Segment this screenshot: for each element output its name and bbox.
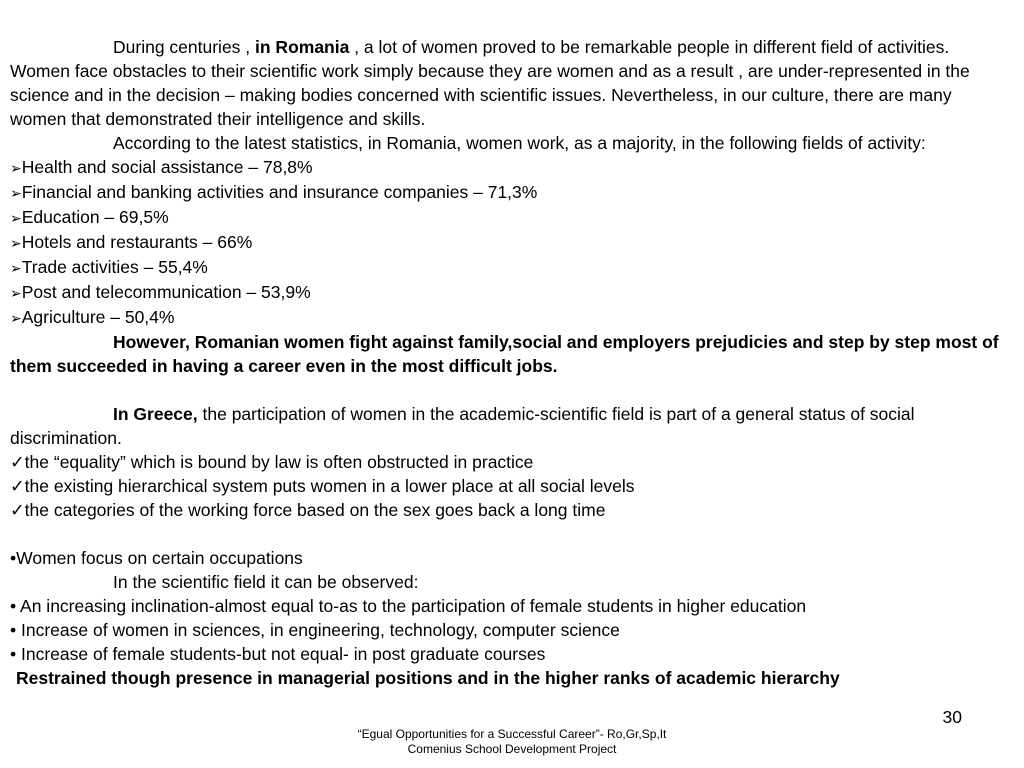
list-item-text: Trade activities – 55,4% bbox=[21, 257, 208, 277]
list-item bbox=[10, 450, 1010, 474]
statistics-intro: According to the latest statistics, in Romania, women work, as a majority, in the following fields of activity: bbox=[113, 133, 926, 153]
spacer bbox=[10, 522, 1010, 546]
list-item-text: Hotels and restaurants – 66% bbox=[21, 232, 253, 252]
list-item bbox=[10, 474, 1010, 498]
romania-intro-pre: During centuries , bbox=[113, 37, 256, 57]
bullet-icon: • bbox=[10, 548, 17, 568]
occupations-line bbox=[10, 546, 1010, 570]
occupations-text: Women focus on certain occupations bbox=[16, 548, 303, 568]
greece-intro-post: the participation of women in the academic-scientific field is part of a general status of social discrimination. bbox=[10, 404, 915, 448]
list-item bbox=[10, 498, 1010, 522]
romania-heading: in Romania bbox=[255, 37, 350, 57]
slide-body bbox=[10, 35, 1010, 690]
bullet-icon: • bbox=[10, 596, 17, 616]
check-icon: ✓ bbox=[10, 476, 25, 496]
romania-intro-paragraph bbox=[10, 35, 1010, 131]
list-item-text: the “equality” which is bound by law is often obstructed in practice bbox=[24, 452, 534, 472]
list-item-text: Financial and banking activities and insurance companies – 71,3% bbox=[21, 182, 538, 202]
list-item bbox=[10, 205, 1010, 230]
list-item bbox=[10, 618, 1010, 642]
list-item-text: An increasing inclination-almost equal to-as to the participation of female students in higher education bbox=[16, 596, 807, 616]
page-number: 30 bbox=[942, 707, 962, 727]
arrow-bullet-icon: ➢ bbox=[10, 185, 22, 201]
arrow-bullet-icon: ➢ bbox=[10, 285, 22, 301]
list-item bbox=[10, 642, 1010, 666]
list-item-text: Health and social assistance – 78,8% bbox=[21, 157, 313, 177]
arrow-bullet-icon: ➢ bbox=[10, 235, 22, 251]
footer-title: “Egual Opportunities for a Successful Career”- Ro,Gr,Sp,It bbox=[357, 727, 667, 741]
arrow-bullet-icon: ➢ bbox=[10, 260, 22, 276]
list-item-text: Agriculture – 50,4% bbox=[21, 307, 175, 327]
list-item bbox=[10, 280, 1010, 305]
list-item-text: Increase of women in sciences, in engineering, technology, computer science bbox=[16, 620, 620, 640]
list-item bbox=[10, 180, 1010, 205]
arrow-bullet-icon: ➢ bbox=[10, 210, 22, 226]
greece-closing: Restrained though presence in managerial positions and in the higher ranks of academic hierarchy bbox=[16, 668, 840, 688]
footer-project: Comenius School Development Project bbox=[407, 742, 617, 756]
observations-list bbox=[10, 594, 1010, 666]
arrow-bullet-icon: ➢ bbox=[10, 310, 22, 326]
list-item-text: the existing hierarchical system puts women in a lower place at all social levels bbox=[24, 476, 635, 496]
list-item-text: Increase of female students-but not equal- in post graduate courses bbox=[16, 644, 546, 664]
greece-intro-paragraph bbox=[10, 402, 1010, 450]
list-item-text: the categories of the working force based on the sex goes back a long time bbox=[24, 500, 606, 520]
list-item bbox=[10, 305, 1010, 330]
greece-heading: In Greece, bbox=[113, 404, 198, 424]
checks-list bbox=[10, 450, 1010, 522]
list-item-text: Education – 69,5% bbox=[21, 207, 169, 227]
arrow-bullet-icon: ➢ bbox=[10, 160, 22, 176]
list-item bbox=[10, 255, 1010, 280]
bullet-icon: • bbox=[10, 644, 17, 664]
romania-intro-post: , a lot of women proved to be remarkable people in different field of activities. Women face obstacles to their scientific work simply because they are women and as a result , are under-represented in the science and in the decision – making bodies concerned with scientific issues. Nevertheless, in our culture, there are many women that demonstrated their intelligence and skills. bbox=[10, 37, 970, 129]
scientific-intro: In the scientific field it can be observed: bbox=[113, 572, 419, 592]
footer bbox=[0, 727, 1024, 757]
check-icon: ✓ bbox=[10, 500, 25, 520]
bullet-icon: • bbox=[10, 620, 17, 640]
spacer bbox=[10, 378, 1010, 402]
list-item-text: Post and telecommunication – 53,9% bbox=[21, 282, 311, 302]
check-icon: ✓ bbox=[10, 452, 25, 472]
romania-conclusion: However, Romanian women fight against family,social and employers prejudicies and step by step most of them succeeded in having a career even in the most difficult jobs. bbox=[10, 332, 999, 376]
list-item bbox=[10, 155, 1010, 180]
list-item bbox=[10, 594, 1010, 618]
fields-list bbox=[10, 155, 1010, 330]
list-item bbox=[10, 230, 1010, 255]
